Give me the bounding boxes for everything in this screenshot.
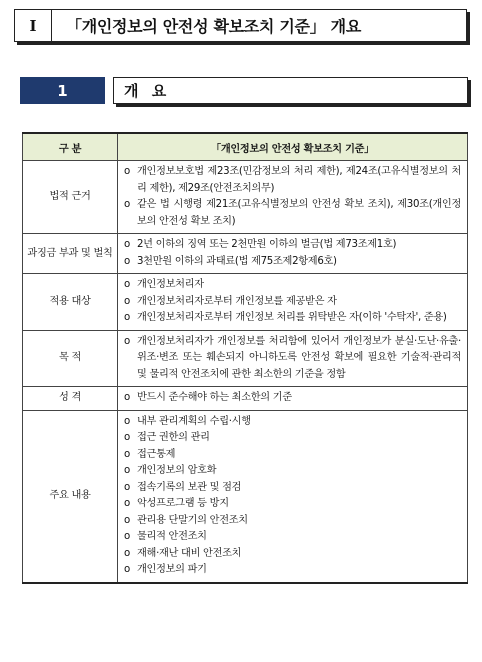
list-item	[124, 480, 461, 497]
item-text: 같은 법 시행령 제21조(고유식별정보의 안전성 확보 조치), 제30조(개인정보의 안전성 확보 조치)	[137, 199, 461, 227]
bullet-mark: o	[124, 564, 130, 575]
bullet-mark: o	[124, 465, 130, 476]
chapter-title: 「개인정보의 안전성 확보조치 기준」 개요	[66, 17, 361, 36]
row-content	[118, 387, 468, 411]
list-item	[124, 447, 461, 464]
bullet-mark: o	[124, 415, 130, 427]
chapter-number: Ⅰ	[15, 10, 52, 41]
list-item	[124, 390, 461, 407]
item-text: 반드시 준수해야 하는 최소한의 기준	[137, 392, 292, 403]
item-text: 2년 이하의 징역 또는 2천만원 이하의 벌금(법 제73조제1호)	[137, 239, 397, 250]
bullet-mark: o	[124, 448, 130, 460]
list-item	[124, 164, 461, 197]
list-item	[124, 562, 461, 579]
section-heading	[20, 77, 468, 104]
bullet-mark: o	[124, 547, 130, 559]
list-item	[124, 334, 461, 384]
table-row-nature	[23, 387, 468, 411]
row-content	[118, 161, 468, 234]
item-text: 개인정보보호법 제23조(민감정보의 처리 제한), 제24조(고유식별정보의 처리 제한), 제29조(안전조치의무)	[137, 166, 461, 194]
row-category: 목 적	[23, 330, 118, 387]
list-item	[124, 277, 461, 294]
table-row-legal-basis	[23, 161, 468, 234]
header-content: 「개인정보의 안전성 확보조치 기준」	[118, 133, 468, 161]
section-number: 1	[20, 77, 105, 104]
item-text: 개인정보처리자가 개인정보를 처리함에 있어서 개인정보가 분실·도난·유출·위조·변조 또는 훼손되지 아니하도록 안전성 확보에 필요한 기술적·관리적 및 물리적 안전조치에 관한 최소한의 기준을 정함	[137, 335, 461, 380]
row-category: 적용 대상	[23, 274, 118, 331]
item-text: 개인정보처리자로부터 개인정보를 제공받은 자	[137, 295, 337, 307]
bullet-mark: o	[124, 531, 130, 542]
item-text: 내부 관리계획의 수립·시행	[137, 415, 251, 427]
item-text: 개인정보의 파기	[137, 564, 207, 575]
overview-table	[22, 132, 468, 584]
bullet-mark: o	[124, 335, 130, 347]
chapter-heading	[14, 9, 467, 42]
list-item	[124, 237, 461, 254]
item-text: 재해·재난 대비 안전조치	[137, 547, 242, 559]
bullet-mark: o	[124, 279, 130, 290]
list-item	[124, 513, 461, 530]
bullet-mark: o	[124, 239, 130, 250]
bullet-mark: o	[124, 199, 130, 210]
item-text: 접근 권한의 관리	[137, 432, 210, 443]
item-text: 3천만원 이하의 과태료(법 제75조제2항제6호)	[137, 255, 337, 267]
item-text: 개인정보처리자	[137, 279, 204, 290]
item-text: 개인정보처리자로부터 개인정보 처리를 위탁받은 자(이하 '수탁자', 준용)	[137, 312, 447, 323]
item-text: 개인정보의 암호화	[137, 465, 217, 476]
row-content	[118, 410, 468, 583]
list-item	[124, 254, 461, 271]
header-category: 구 분	[23, 133, 118, 161]
table-row-penalty	[23, 234, 468, 274]
bullet-mark: o	[124, 514, 130, 526]
bullet-mark: o	[124, 166, 130, 177]
table-header-row	[23, 133, 468, 161]
item-text: 관리용 단말기의 안전조치	[137, 514, 248, 526]
bullet-mark: o	[124, 392, 130, 403]
bullet-mark: o	[124, 255, 130, 267]
item-text: 접속기록의 보관 및 점검	[137, 481, 242, 493]
table-row-scope	[23, 274, 468, 331]
section-title: 개 요	[113, 77, 468, 104]
list-item	[124, 197, 461, 230]
bullet-mark: o	[124, 295, 130, 307]
list-item	[124, 463, 461, 480]
list-item	[124, 430, 461, 447]
bullet-mark: o	[124, 432, 130, 443]
table-row-purpose	[23, 330, 468, 387]
bullet-mark: o	[124, 498, 130, 509]
row-category: 과징금 부과 및 벌칙	[23, 234, 118, 274]
list-item	[124, 414, 461, 431]
row-category: 법적 근거	[23, 161, 118, 234]
list-item	[124, 496, 461, 513]
item-text: 악성프로그램 등 방지	[137, 498, 229, 509]
list-item	[124, 546, 461, 563]
bullet-mark: o	[124, 481, 130, 493]
list-item	[124, 310, 461, 327]
row-content	[118, 330, 468, 387]
row-category: 주요 내용	[23, 410, 118, 583]
row-content	[118, 234, 468, 274]
list-item	[124, 529, 461, 546]
row-category: 성 격	[23, 387, 118, 411]
item-text: 물리적 안전조치	[137, 531, 207, 542]
list-item	[124, 294, 461, 311]
table-row-main-content	[23, 410, 468, 583]
row-content	[118, 274, 468, 331]
item-text: 접근통제	[137, 448, 176, 460]
bullet-mark: o	[124, 312, 130, 323]
